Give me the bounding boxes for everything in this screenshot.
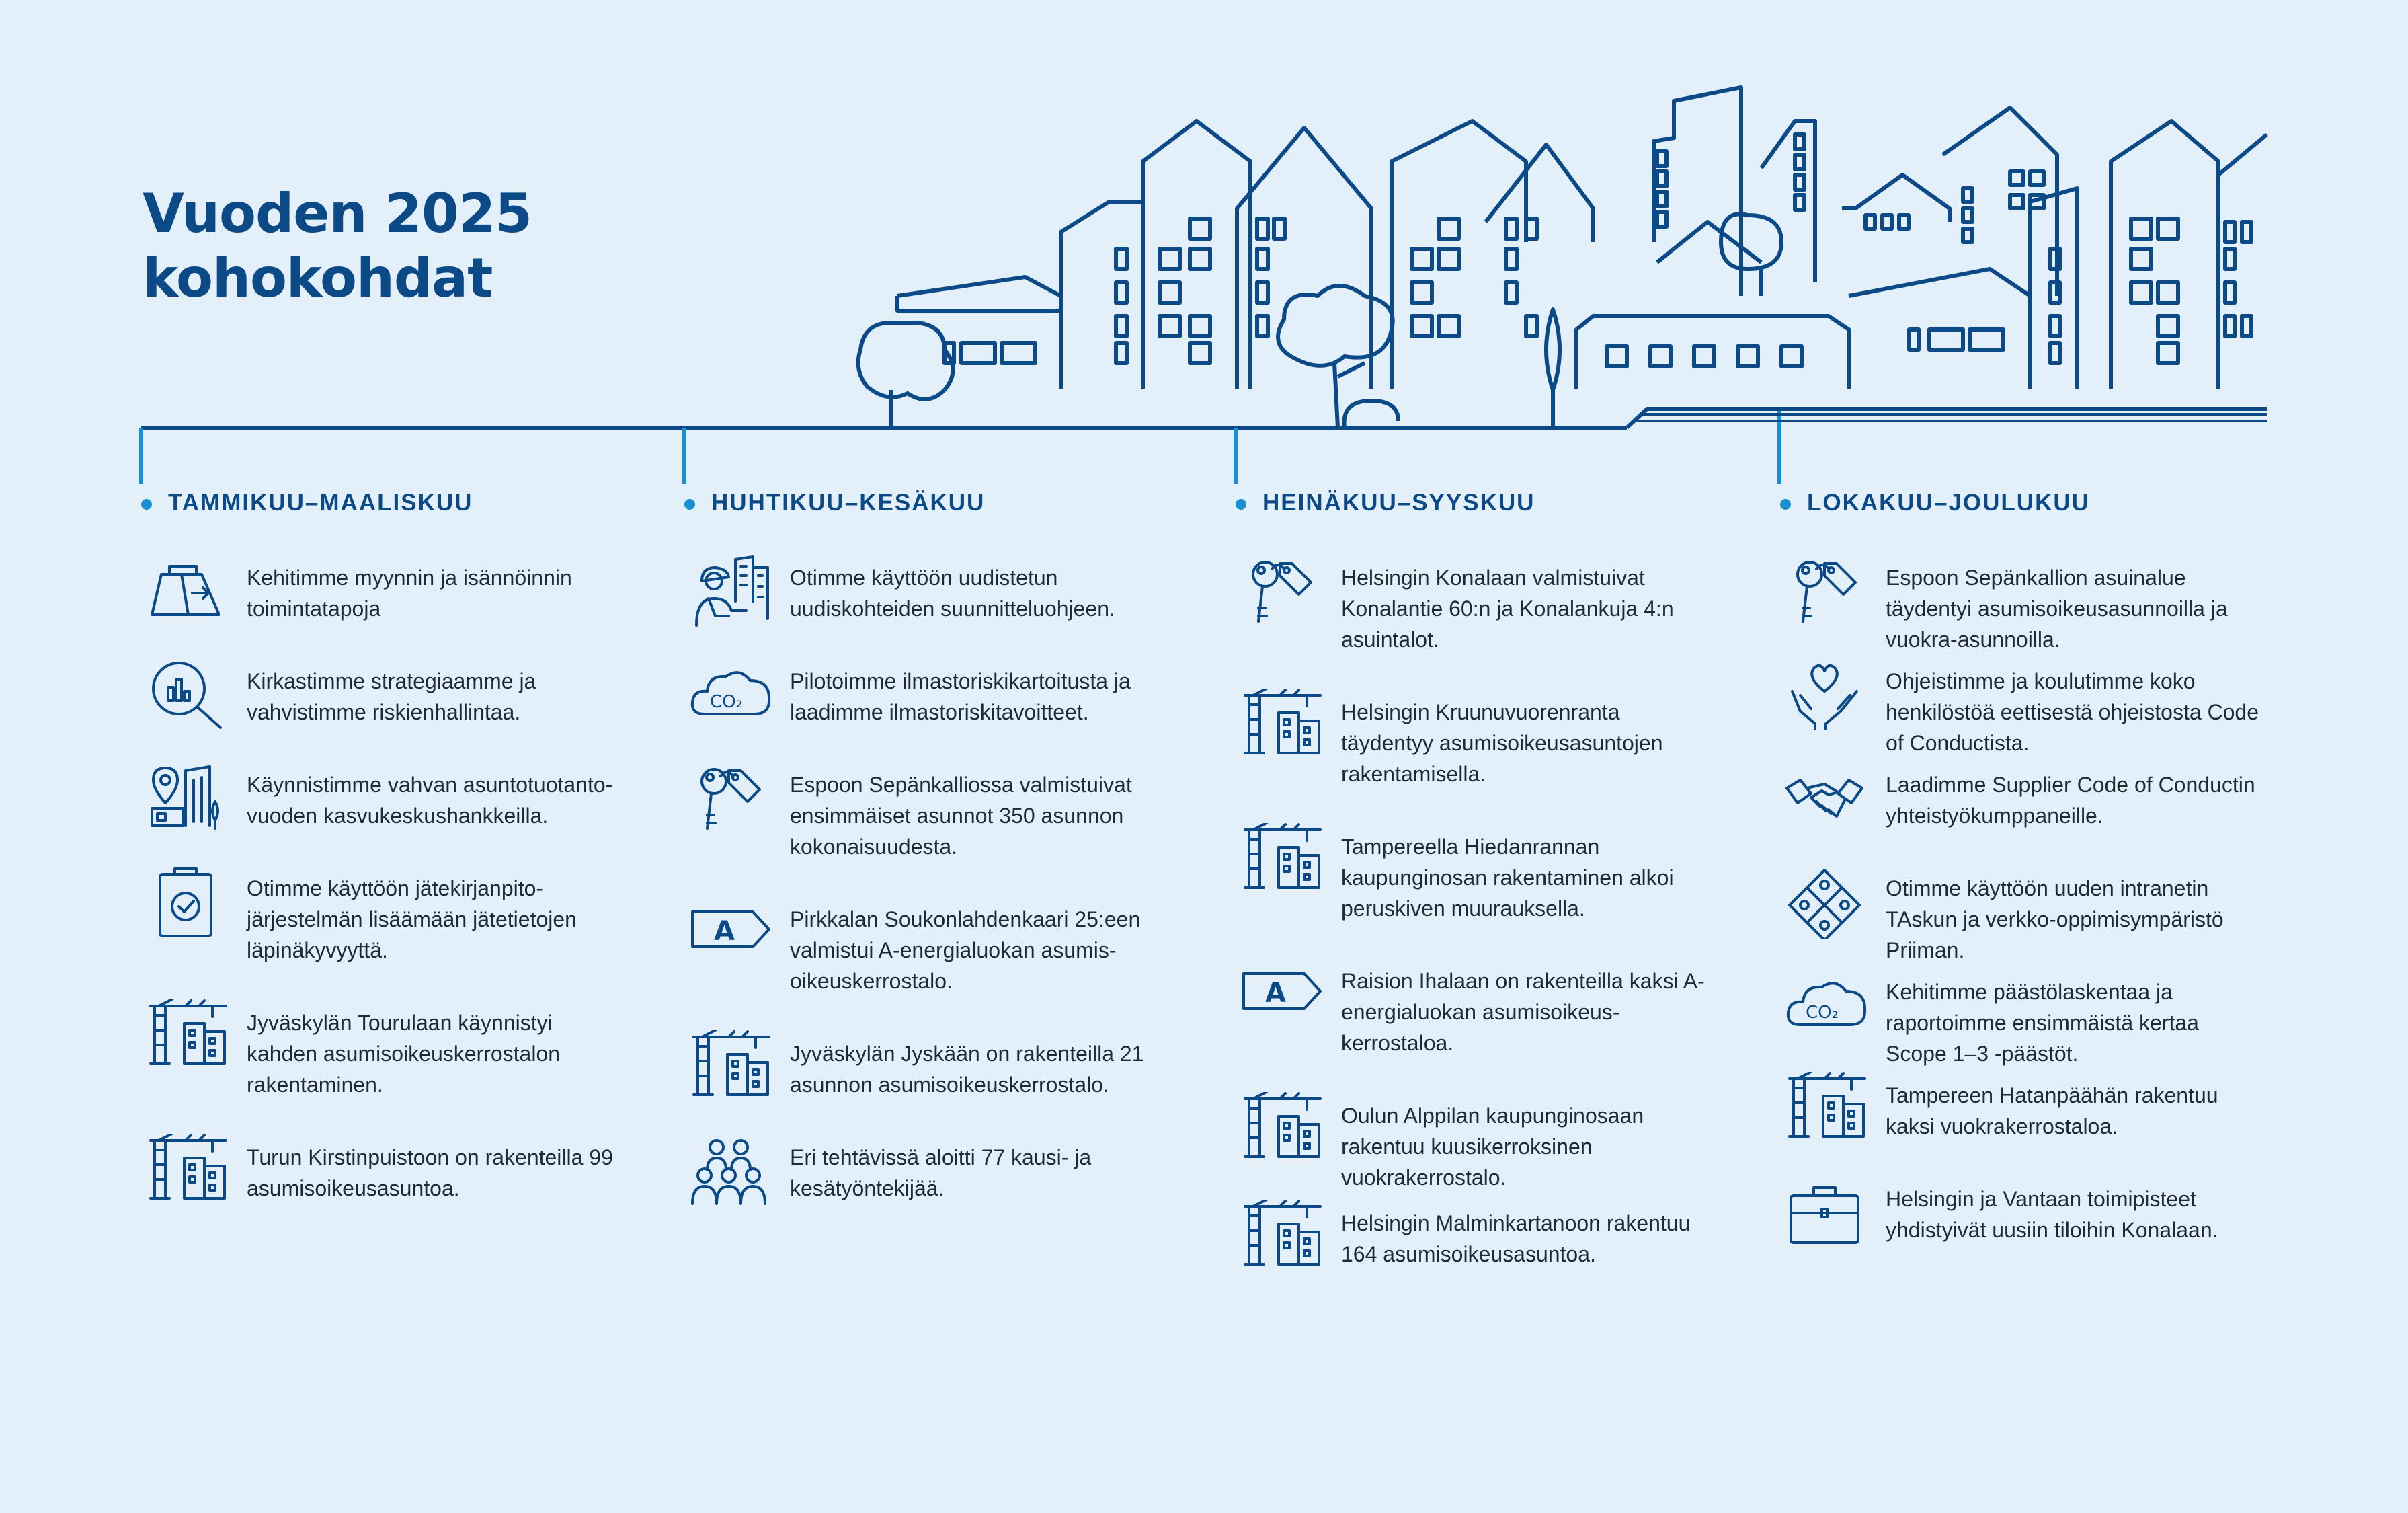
item-text: Jyväskylän Tourulaan käynnistyi kahden asumisoikeuskerrostalon rakentaminen. xyxy=(247,1011,561,1097)
list-item xyxy=(143,1134,653,1237)
item-text: Helsingin Konalaan valmistuivat Konalantie 60:n ja Konalankuja 4:n asuintalot. xyxy=(1341,566,1674,652)
item-text: Otimme käyttöön uuden intranetin TAskun ja verkko-oppimisympäristö Priiman. xyxy=(1886,876,2224,962)
handshake-icon xyxy=(1781,761,1869,835)
list-item xyxy=(143,554,653,658)
list-item xyxy=(1781,761,2292,865)
item-text: Ohjeistimme ja koulutimme koko henkilöstöä eettisestä ohjeistosta Code of Conductista. xyxy=(1886,669,2259,755)
item-text: Jyväskylän Jyskään on rakenteilla 21 asunnon asumisoikeuskerrostalo. xyxy=(790,1042,1144,1097)
svg-text:CO₂: CO₂ xyxy=(1806,1003,1839,1023)
list-item xyxy=(1237,1092,1748,1200)
list-item xyxy=(143,761,653,865)
list-item xyxy=(143,658,653,761)
energy-a-icon xyxy=(1237,958,1324,1032)
item-text: Turun Kirstinpuistoon on rakenteilla 99 asumisoikeusasuntoa. xyxy=(247,1145,613,1200)
list-item xyxy=(686,554,1197,658)
list-item xyxy=(1237,1200,1748,1303)
item-text: Raision Ihalaan on rakenteilla kaksi A-energialuokan asumisoikeus-kerrostaloa. xyxy=(1341,969,1705,1055)
item-text: Tampereella Hiedanrannan kaupunginosan rakentaminen alkoi peruskiven muurauksella. xyxy=(1341,835,1674,921)
list-item xyxy=(686,1030,1197,1134)
list-item xyxy=(1237,823,1748,958)
people-group-icon xyxy=(686,1134,773,1208)
period-heading: HEINÄKUU–SYYSKUU xyxy=(1262,490,1748,516)
item-text: Eri tehtävissä aloitti 77 kausi- ja kesätyöntekijää. xyxy=(790,1145,1092,1200)
list-item xyxy=(1237,554,1748,689)
item-text: Otimme käyttöön uudistetun uudiskohteiden suunnitteluohjeen. xyxy=(790,566,1115,621)
list-item xyxy=(686,658,1197,761)
item-text: Kehitimme myynnin ja isännöinnin toimintatapoja xyxy=(247,566,572,621)
column-q2 xyxy=(686,490,1197,1237)
list-item xyxy=(686,761,1197,896)
svg-text:A: A xyxy=(714,916,735,947)
crane-building-icon xyxy=(143,999,230,1073)
item-text: Laadimme Supplier Code of Conductin yhteistyökumppaneille. xyxy=(1886,773,2255,828)
city-skyline-illustration xyxy=(0,0,2408,484)
item-text: Espoon Sepänkalliossa valmistuivat ensimmäiset asunnot 350 asunnon kokonaisuudesta. xyxy=(790,773,1132,859)
svg-text:CO₂: CO₂ xyxy=(710,692,744,712)
crane-building-icon xyxy=(1237,1200,1324,1274)
list-item xyxy=(686,1134,1197,1237)
item-text: Helsingin ja Vantaan toimipisteet yhdistyivät uusiin tiloihin Konalaan. xyxy=(1886,1187,2218,1242)
crane-building-icon xyxy=(686,1030,773,1104)
clipboard-check-icon xyxy=(143,865,230,939)
crane-building-icon xyxy=(1237,1092,1324,1166)
column-q3 xyxy=(1237,490,1748,1303)
title-line-1: Vuoden 2025 xyxy=(143,182,532,245)
list-item xyxy=(686,896,1197,1030)
item-text: Pilotoimme ilmastoriskikartoitusta ja laadimme ilmastoriskitavoitteet. xyxy=(790,669,1131,724)
list-item xyxy=(1237,689,1748,823)
item-text: Käynnistimme vahvan asuntotuotanto-vuoden kasvukeskushankkeilla. xyxy=(247,773,613,828)
list-item xyxy=(1781,865,2292,968)
list-item xyxy=(143,865,653,999)
sales-sign-icon xyxy=(143,554,230,628)
key-tag-icon xyxy=(686,761,773,835)
title-line-2: kohokohdat xyxy=(143,247,493,309)
briefcase-icon xyxy=(1781,1175,1869,1249)
item-text: Kehitimme päästölaskentaa ja raportoimme ensimmäistä kertaa Scope 1–3 -päästöt. xyxy=(1886,980,2199,1066)
key-tag-icon xyxy=(1237,554,1324,628)
list-item xyxy=(143,999,653,1134)
magnifier-chart-icon xyxy=(143,658,230,732)
column-q1 xyxy=(143,490,653,1237)
column-q4 xyxy=(1781,490,2292,1279)
key-tag-icon xyxy=(1781,554,1869,628)
list-item xyxy=(1781,658,2292,761)
planner-building-icon xyxy=(686,554,773,628)
list-item xyxy=(1781,1072,2292,1175)
puzzle-icon xyxy=(1781,865,1869,939)
crane-building-icon xyxy=(1237,823,1324,897)
period-heading: TAMMIKUU–MAALISKUU xyxy=(168,490,653,516)
list-item xyxy=(1781,554,2292,658)
growth-centre-icon xyxy=(143,761,230,835)
svg-text:A: A xyxy=(1265,978,1286,1009)
list-item xyxy=(1781,968,2292,1072)
crane-building-icon xyxy=(143,1134,230,1208)
period-heading: LOKAKUU–JOULUKUU xyxy=(1807,490,2292,516)
list-item xyxy=(1781,1175,2292,1279)
item-text: Pirkkalan Soukonlahdenkaari 25:een valmistui A-energialuokan asumis-oikeuskerrostalo. xyxy=(790,907,1141,993)
item-text: Espoon Sepänkallion asuinalue täydentyi asumisoikeusasunnoilla ja vuokra-asunnoilla. xyxy=(1886,566,2228,652)
item-text: Helsingin Malminkartanoon rakentuu 164 asumisoikeusasuntoa. xyxy=(1341,1211,1691,1266)
co2-cloud-icon xyxy=(686,658,773,732)
crane-building-icon xyxy=(1237,689,1324,763)
crane-building-icon xyxy=(1781,1072,1869,1146)
period-heading: HUHTIKUU–KESÄKUU xyxy=(711,490,1197,516)
item-text: Tampereen Hatanpäähän rakentuu kaksi vuokrakerrostaloa. xyxy=(1886,1083,2218,1138)
item-text: Oulun Alppilan kaupunginosaan rakentuu kuusikerroksinen vuokrakerrostalo. xyxy=(1341,1103,1644,1190)
co2-cloud-icon xyxy=(1781,968,1869,1042)
heart-hands-icon xyxy=(1781,658,1869,732)
list-item xyxy=(1237,958,1748,1092)
energy-a-icon xyxy=(686,896,773,970)
item-text: Otimme käyttöön jätekirjanpito-järjestelmän lisäämään jätetietojen läpinäkyvyyttä. xyxy=(247,876,577,962)
item-text: Helsingin Kruunuvuorenranta täydentyy asumisoikeusasuntojen rakentamisella. xyxy=(1341,700,1663,786)
item-text: Kirkastimme strategiaamme ja vahvistimme riskienhallintaa. xyxy=(247,669,536,724)
